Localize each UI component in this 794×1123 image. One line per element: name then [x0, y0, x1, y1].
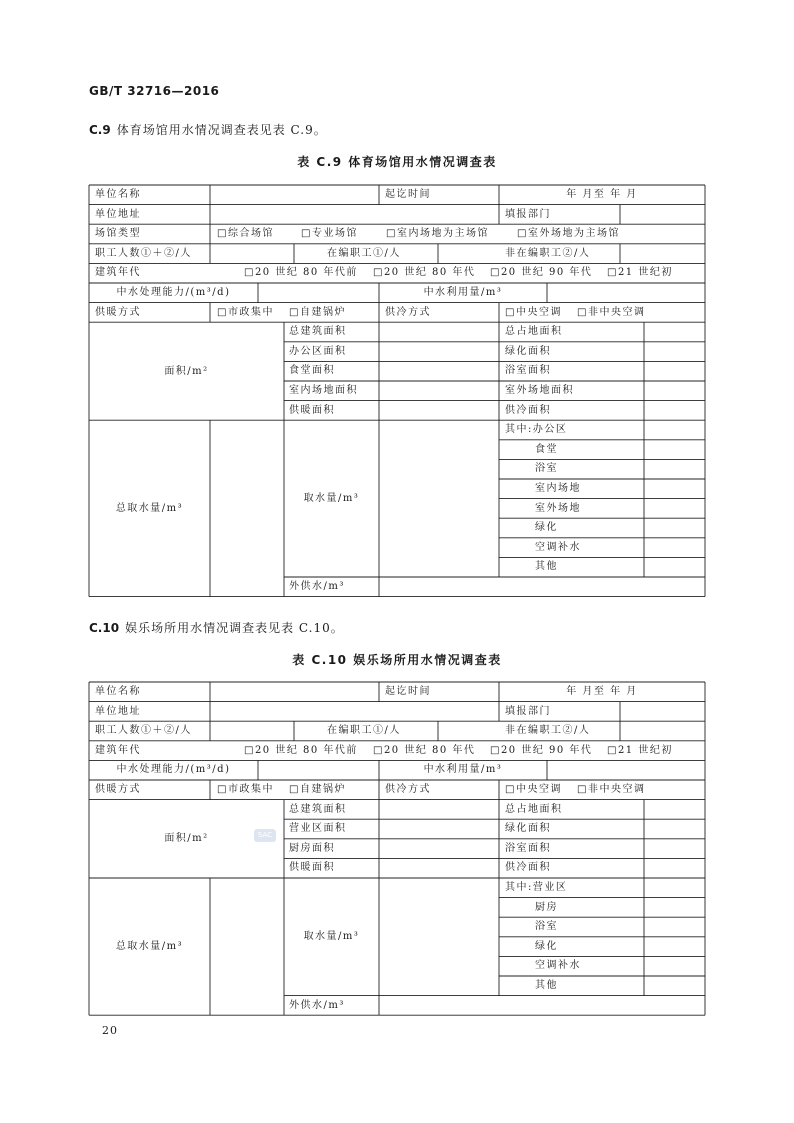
label-area-item: 总建筑面积	[289, 803, 347, 815]
label-area-item: 供冷面积	[505, 862, 551, 874]
label-staff-off-payroll: 非在编职工②/人	[505, 247, 591, 259]
label-reclaim-capacity: 中水处理能力/(m³/d)	[116, 287, 231, 298]
option-build-year: □20 世纪 90 年代	[490, 267, 593, 279]
label-water-item: 浴室	[535, 921, 558, 933]
option-cooling: □中央空调	[505, 784, 562, 795]
label-build-year: 建筑年代	[95, 744, 141, 756]
label-period: 起讫时间	[385, 686, 431, 697]
section-c9-intro	[89, 121, 327, 138]
label-heating: 供暖方式	[95, 784, 141, 795]
option-venue-type: □综合场馆	[217, 228, 274, 240]
label-staff-total: 职工人数①＋②/人	[95, 725, 192, 737]
label-area-item: 绿化面积	[505, 823, 551, 835]
table-c10	[89, 682, 705, 1015]
label-staff-on-payroll: 在编职工①/人	[327, 725, 401, 737]
label-area-item: 室内场地面积	[289, 385, 358, 396]
option-cooling: □中央空调	[505, 306, 562, 318]
label-area-item: 总占地面积	[505, 326, 563, 338]
label-heating: 供暖方式	[95, 306, 141, 318]
option-build-year: □21 世纪初	[607, 267, 673, 279]
section-number: C.9	[89, 123, 111, 137]
label-area-item: 办公区面积	[289, 345, 347, 357]
standard-code: GB/T 32716—2016	[89, 84, 220, 98]
page-number: 20	[102, 1024, 118, 1037]
label-unit-name: 单位名称	[95, 686, 141, 697]
label-external-supply: 外供水/m³	[289, 581, 345, 592]
table-c10-title: 表 C.10 娱乐场所用水情况调查表	[292, 653, 502, 667]
option-build-year: □20 世纪 90 年代	[490, 744, 593, 756]
label-staff-total: 职工人数①＋②/人	[95, 247, 192, 259]
label-area-item: 总占地面积	[505, 803, 563, 815]
label-venue-type: 场馆类型	[95, 228, 141, 240]
label-water-item: 室外场地	[535, 502, 581, 514]
label-staff-off-payroll: 非在编职工②/人	[505, 725, 591, 737]
label-area-item: 食堂面积	[289, 365, 335, 377]
label-total-water-intake: 总取水量/m³	[115, 941, 184, 953]
label-area: 面积/m²	[164, 365, 209, 377]
label-water-item: 食堂	[535, 443, 558, 455]
label-water-item: 厨房	[535, 901, 558, 913]
option-heating: □自建锅炉	[289, 306, 346, 318]
option-heating: □市政集中	[217, 306, 274, 318]
label-water-item: 空调补水	[535, 541, 581, 553]
label-water-item: 室内场地	[535, 483, 581, 494]
label-area: 面积/m²	[164, 833, 209, 845]
label-water-intake: 取水量/m³	[303, 493, 360, 505]
watermark-logo: SAC	[254, 829, 276, 842]
label-area-item: 营业区面积	[289, 823, 347, 835]
option-venue-type: □室内场地为主场馆	[386, 228, 489, 240]
value-period: 年 月至 年 月	[566, 189, 638, 200]
label-area-item: 供冷面积	[505, 404, 551, 416]
label-total-water-intake: 总取水量/m³	[115, 502, 184, 514]
label-reporting-dept: 填报部门	[505, 208, 551, 220]
label-external-supply: 外供水/m³	[289, 999, 345, 1011]
label-reclaim-use: 中水利用量/m³	[423, 287, 503, 298]
option-build-year: □20 世纪 80 年代	[373, 267, 476, 279]
option-build-year: □20 世纪 80 年代	[373, 744, 476, 756]
label-area-item: 总建筑面积	[289, 326, 347, 338]
label-area-item: 供暖面积	[289, 404, 335, 416]
section-text: 娱乐场所用水情况调查表见表 C.10。	[125, 621, 344, 635]
label-unit-address: 单位地址	[95, 705, 141, 717]
label-water-item: 其中:办公区	[505, 424, 568, 436]
label-area-item: 供暖面积	[289, 862, 335, 874]
option-venue-type: □室外场地为主场馆	[517, 228, 620, 240]
label-reporting-dept: 填报部门	[505, 705, 551, 717]
label-area-item: 室外场地面积	[505, 385, 574, 396]
option-venue-type: □专业场馆	[301, 228, 358, 240]
table-c9-title: 表 C.9 体育场馆用水情况调查表	[297, 155, 497, 169]
label-area-item: 浴室面积	[505, 365, 551, 377]
label-cooling: 供冷方式	[385, 306, 431, 318]
label-unit-name: 单位名称	[95, 189, 141, 200]
option-build-year: □21 世纪初	[607, 744, 673, 756]
label-area-item: 绿化面积	[505, 345, 551, 357]
label-staff-on-payroll: 在编职工①/人	[327, 247, 401, 259]
value-period: 年 月至 年 月	[566, 686, 638, 697]
label-water-item: 其中:营业区	[505, 882, 568, 893]
option-build-year: □20 世纪 80 年代前	[244, 744, 358, 756]
label-period: 起讫时间	[385, 189, 431, 200]
label-water-item: 绿化	[535, 940, 558, 952]
label-reclaim-capacity: 中水处理能力/(m³/d)	[116, 764, 231, 776]
label-reclaim-use: 中水利用量/m³	[423, 764, 503, 776]
label-water-item: 浴室	[535, 463, 558, 475]
label-water-intake: 取水量/m³	[303, 931, 360, 943]
section-c10-intro	[89, 619, 344, 636]
label-area-item: 厨房面积	[289, 842, 335, 854]
label-unit-address: 单位地址	[95, 208, 141, 220]
option-heating: □自建锅炉	[289, 784, 346, 795]
label-build-year: 建筑年代	[95, 267, 141, 279]
option-build-year: □20 世纪 80 年代前	[244, 267, 358, 279]
section-text: 体育场馆用水情况调查表见表 C.9。	[116, 123, 327, 137]
section-number: C.10	[89, 621, 120, 635]
table-c9	[89, 185, 705, 597]
label-cooling: 供冷方式	[385, 784, 431, 795]
label-water-item: 其他	[535, 980, 558, 991]
option-heating: □市政集中	[217, 784, 274, 795]
label-water-item: 空调补水	[535, 960, 581, 972]
option-cooling: □非中央空调	[577, 306, 646, 318]
option-cooling: □非中央空调	[577, 784, 646, 795]
label-water-item: 绿化	[535, 522, 558, 534]
label-area-item: 浴室面积	[505, 842, 551, 854]
label-water-item: 其他	[535, 561, 558, 573]
